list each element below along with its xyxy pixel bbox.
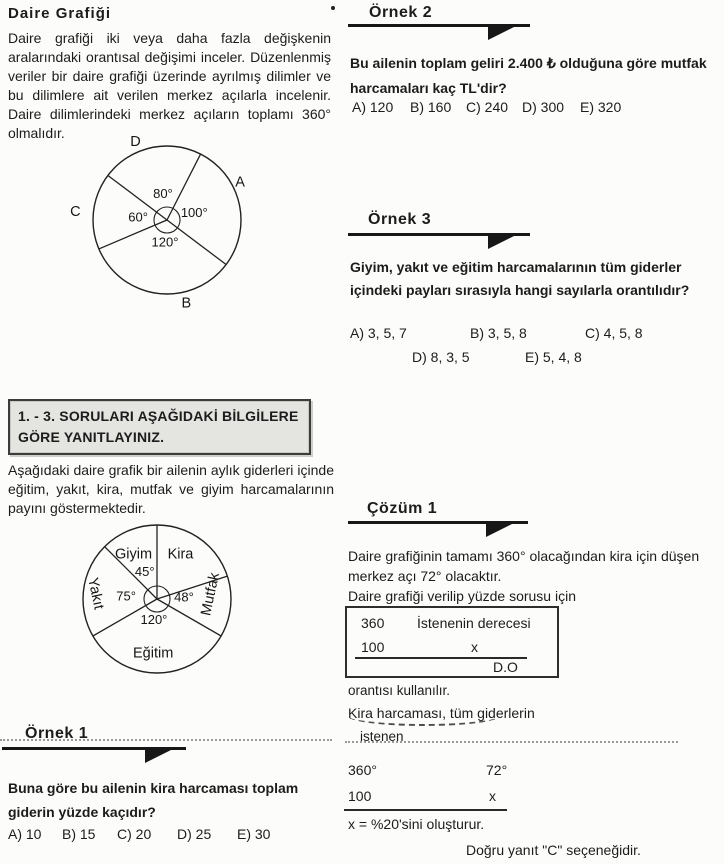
bullet-dot xyxy=(331,6,335,10)
answer-option: E) 320 xyxy=(580,99,622,115)
intro-paragraph: Daire grafiği iki veya daha fazla değişkenin aralarındaki orantısal değişimi inceler. Düzenlenmiş veriler bir daire grafiği üzerinde ayrılmış dilimler ve bu dilimlere ait verilen merkez açılarla incelenir. Daire dilimlerindeki merkez açıların toplamı 360° olmalıdır. xyxy=(8,30,331,141)
answer-option: B) 3, 5, 8 xyxy=(470,325,527,341)
header-rule xyxy=(2,747,186,750)
slice-name-label: Giyim xyxy=(114,546,153,563)
slice-name-label: A xyxy=(235,174,245,191)
cozum1-note: Kira harcaması, tüm giderlerin xyxy=(348,705,535,721)
slice-angle-label: 120° xyxy=(151,234,179,250)
slice-angle-label: 60° xyxy=(128,209,148,225)
cozum1-section-header xyxy=(345,500,545,540)
header-rule xyxy=(348,521,528,524)
header-rule xyxy=(348,24,530,27)
answer-option: D) 8, 3, 5 xyxy=(412,349,470,365)
slice-name-label: D xyxy=(130,133,141,150)
cozum1-paragraph-1: Daire grafiğinin tamamı 360° olacağından kira için düşen merkez açı 72° olacaktır. xyxy=(348,548,700,584)
flag-icon xyxy=(486,524,512,537)
cozum1-note-under: istenen xyxy=(360,729,404,744)
answer-option: E) 5, 4, 8 xyxy=(525,349,582,365)
slice-angle-label: 80° xyxy=(153,185,173,201)
ornek1-title: Örnek 1 xyxy=(25,725,89,742)
final-100: 100 xyxy=(348,788,372,804)
slice-angle-label: 48° xyxy=(174,589,194,605)
proportion-box xyxy=(345,606,559,678)
cozum1-result: x = %20'sini oluşturur. xyxy=(348,816,485,832)
final-72: 72° xyxy=(486,762,508,778)
family-expenses-paragraph: Aşağıdaki daire grafik bir ailenin aylık giderleri içinde eğitim, yakıt, kira, mutfak ve giyim harcamalarının payını göstermektedir. xyxy=(8,462,334,516)
fraction-line xyxy=(344,809,507,811)
answer-option: C) 4, 5, 8 xyxy=(585,325,643,341)
proportion-do-label: D.O xyxy=(493,659,518,675)
ornek1-section-header xyxy=(0,725,332,767)
proportion-wanted-degree: İstenenin derecesi xyxy=(417,615,531,631)
dotted-rule xyxy=(345,741,678,743)
annotation-arc xyxy=(347,714,500,726)
ornek3-title: Örnek 3 xyxy=(368,211,432,228)
ornek3-question: Giyim, yakıt ve eğitim harcamalarının tüm giderler içindeki payları sırasıyla hangi sayılarla orantılıdır? xyxy=(350,259,690,298)
flag-icon xyxy=(488,27,514,40)
ornek2-title: Örnek 2 xyxy=(369,4,433,21)
answer-option: A) 10 xyxy=(8,826,42,842)
answer-option: C) 20 xyxy=(117,826,152,842)
flag-icon xyxy=(488,236,514,249)
final-x: x xyxy=(489,788,496,804)
ornek1-question: Buna göre bu ailenin kira harcaması toplam giderin yüzde kaçıdır? xyxy=(8,780,299,820)
pie-chart-family-expenses xyxy=(40,520,285,683)
slice-name-label: C xyxy=(70,203,81,220)
cozum1-paragraph-3: orantısı kullanılır. xyxy=(348,683,451,698)
pie-chart-central-angles xyxy=(50,128,280,331)
final-360: 360° xyxy=(348,762,377,778)
directive-box xyxy=(8,399,311,455)
slice-name-label: B xyxy=(181,295,192,312)
slice-name-label: Mutfak xyxy=(198,571,223,618)
slice-name-label: Yakıt xyxy=(84,576,107,611)
answer-option: B) 160 xyxy=(410,99,452,115)
page-title: Daire Grafiği xyxy=(8,5,112,22)
slice-name-label: Eğitim xyxy=(133,645,174,662)
answer-option: A) 120 xyxy=(352,99,394,115)
pie-chart-central-angles-svg xyxy=(50,128,280,328)
slice-angle-label: 120° xyxy=(140,612,168,628)
answer-option: A) 3, 5, 7 xyxy=(350,325,407,341)
header-rule xyxy=(348,233,530,236)
ornek2-question: Bu ailenin toplam geliri 2.400 ₺ olduğuna göre mutfak harcamaları kaç TL'dir? xyxy=(350,55,707,96)
cozum1-title: Çözüm 1 xyxy=(367,500,438,517)
slice-angle-label: 100° xyxy=(180,205,208,221)
cozum1-paragraph-2: Daire grafiği verilip yüzde sorusu için xyxy=(348,588,576,604)
ornek1-options xyxy=(0,826,332,844)
proportion-x: x xyxy=(471,639,478,655)
ornek3-options xyxy=(0,325,724,371)
ornek3-section-header xyxy=(345,211,545,251)
ornek2-section-header xyxy=(345,4,545,44)
directive-text: 1. - 3. SORULARI AŞAĞIDAKİ BİLGİLERE GÖRE YANITLAYINIZ. xyxy=(18,408,299,445)
pie-chart-family-expenses-svg xyxy=(40,520,285,680)
slice-angle-label: 75° xyxy=(116,588,136,604)
answer-option: E) 30 xyxy=(237,826,271,842)
answer-option: B) 15 xyxy=(62,826,96,842)
slice-angle-label: 45° xyxy=(134,564,155,580)
cozum1-answer: Doğru yanıt "C" seçeneğidir. xyxy=(466,842,641,858)
slice-name-label: Kira xyxy=(167,546,194,563)
answer-option: C) 240 xyxy=(466,99,509,115)
proportion-100: 100 xyxy=(361,639,385,655)
proportion-360: 360 xyxy=(361,615,385,631)
answer-option: D) 300 xyxy=(522,99,565,115)
final-proportion xyxy=(0,762,724,822)
ornek2-options xyxy=(0,99,724,117)
answer-option: D) 25 xyxy=(177,826,212,842)
